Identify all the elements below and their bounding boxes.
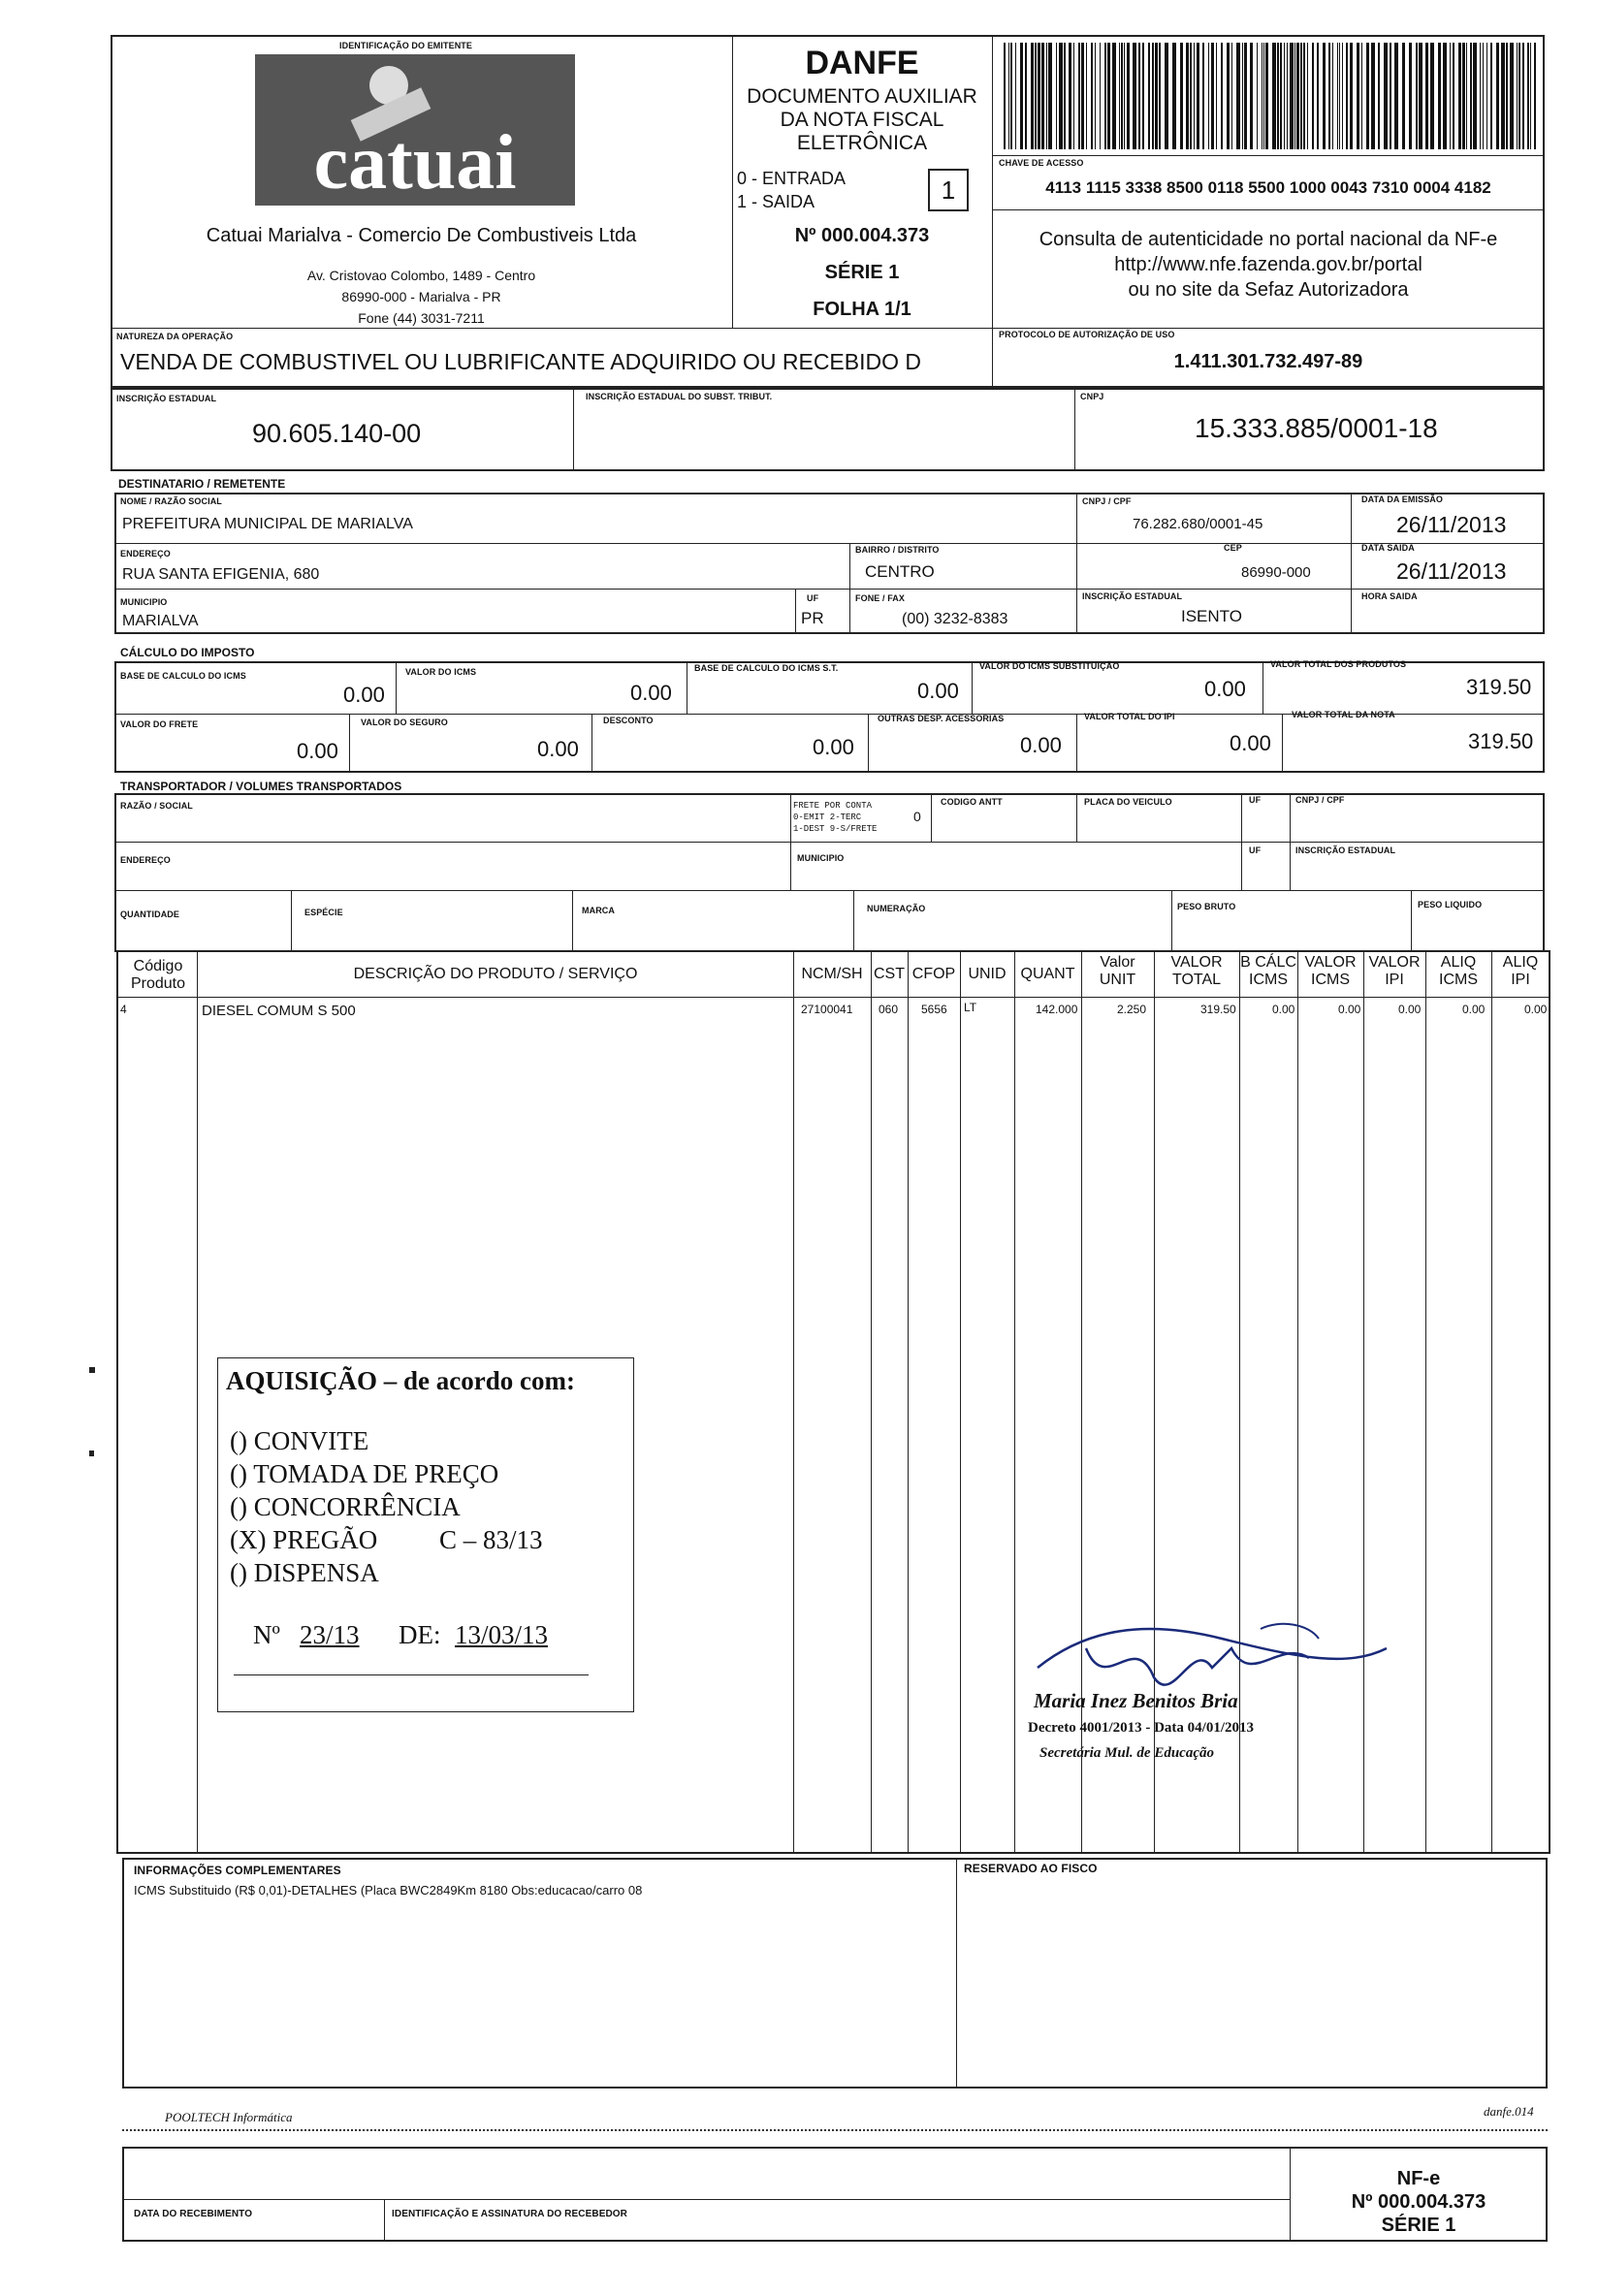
barcode-bar xyxy=(1048,43,1052,149)
row-aipi: 0.00 xyxy=(1524,1003,1548,1016)
desc-label: DESCONTO xyxy=(603,716,654,725)
bairro-label: BAIRRO / DISTRITO xyxy=(855,545,940,555)
barcode-bar xyxy=(1133,43,1136,149)
barcode-bar xyxy=(1470,43,1472,149)
barcode-bar xyxy=(1303,43,1305,149)
bc-st-value: 0.00 xyxy=(917,679,959,703)
canhoto-nfe: NF-e xyxy=(1396,2168,1441,2189)
barcode-bar xyxy=(1323,43,1326,149)
transp-section: TRANSPORTADOR / VOLUMES TRANSPORTADOS xyxy=(120,780,402,793)
barcode-bar xyxy=(1227,43,1230,149)
imposto-section: CÁLCULO DO IMPOSTO xyxy=(120,646,255,659)
th-vipi: VALOR IPI xyxy=(1368,954,1421,988)
seguro-label: VALOR DO SEGURO xyxy=(361,718,448,727)
barcode-bar xyxy=(1473,43,1477,149)
th-cfop: CFOP xyxy=(911,966,956,982)
emissao-value: 26/11/2013 xyxy=(1396,512,1507,537)
danfe-title: DANFE xyxy=(805,45,919,81)
barcode-bar xyxy=(1211,43,1214,149)
v-st-value: 0.00 xyxy=(1204,677,1246,701)
barcode-bar xyxy=(1152,43,1154,149)
th-aicms: ALIQ ICMS xyxy=(1439,954,1478,988)
emitente-address1: Av. Cristovao Colombo, 1489 - Centro xyxy=(306,268,536,283)
ipi-value: 0.00 xyxy=(1230,731,1271,755)
cnpj-label: CNPJ xyxy=(1080,392,1104,401)
row-aicms: 0.00 xyxy=(1462,1003,1486,1016)
barcode-bar xyxy=(1317,43,1319,149)
barcode-bar xyxy=(1064,43,1066,149)
barcode-bar xyxy=(1342,43,1343,149)
barcode-bar xyxy=(1416,43,1418,149)
barcode-bar xyxy=(1263,43,1264,149)
margin-mark xyxy=(89,1367,95,1373)
nota-value: 319.50 xyxy=(1468,729,1534,753)
barcode-bar xyxy=(1409,43,1412,149)
barcode-bar xyxy=(1480,43,1481,149)
barcode-bar xyxy=(1081,43,1084,149)
cep-label: CEP xyxy=(1224,543,1242,553)
company-logo xyxy=(255,54,575,206)
barcode-bar xyxy=(1119,43,1120,149)
barcode-bar xyxy=(1490,43,1492,149)
danfe-sub1: DOCUMENTO AUXILIAR xyxy=(747,85,977,108)
info-text: ICMS Substituido (R$ 0,01)-DETALHES (Placa BWC2849Km 8180 Obs:educacao/carro 08 xyxy=(134,1883,643,1897)
saida-label: 1 - SAIDA xyxy=(737,192,815,211)
ipi-label: VALOR TOTAL DO IPI xyxy=(1084,712,1175,721)
barcode-bar xyxy=(1402,43,1405,149)
marca-label: MARCA xyxy=(582,906,615,915)
barcode-bar xyxy=(1462,43,1465,149)
barcode-bar xyxy=(1186,43,1189,149)
barcode-bar xyxy=(1501,43,1505,149)
barcode-bar xyxy=(1221,43,1223,149)
natureza-label: NATUREZA DA OPERAÇÃO xyxy=(116,332,234,341)
row-cst: 060 xyxy=(879,1003,899,1016)
entrada-label: 0 - ENTRADA xyxy=(737,169,847,188)
stamp-dispensa: () DISPENSA xyxy=(230,1558,379,1587)
barcode-bar xyxy=(1190,43,1192,149)
barcode-bar xyxy=(1250,43,1253,149)
natureza-value: VENDA DE COMBUSTIVEL OU LUBRIFICANTE ADQUIRIDO OU RECEBIDO D xyxy=(120,349,922,374)
stamp-title: AQUISIÇÃO – de acordo com: xyxy=(226,1366,575,1395)
fisco-label: RESERVADO AO FISCO xyxy=(964,1862,1098,1875)
footer-brand: POOLTECH Informática xyxy=(165,2110,293,2124)
row-vunit: 2.250 xyxy=(1117,1003,1147,1016)
barcode-bar xyxy=(1208,43,1209,149)
barcode-bar xyxy=(1328,43,1330,149)
esp-label: ESPÉCIE xyxy=(304,908,343,917)
th-cst: CST xyxy=(874,966,905,982)
barcode-bar xyxy=(1046,43,1047,149)
cep-value: 86990-000 xyxy=(1241,564,1311,581)
emitente-id-label: IDENTIFICAÇÃO DO EMITENTE xyxy=(339,41,472,50)
barcode-bar xyxy=(1121,43,1123,149)
transp-uf-label: UF xyxy=(1249,795,1262,805)
signature-name: Maria Inez Benitos Bria xyxy=(1034,1689,1238,1712)
stamp-pregao: (X) PREGÃO xyxy=(230,1525,378,1554)
danfe-serie: SÉRIE 1 xyxy=(824,262,900,283)
transp-uf2-label: UF xyxy=(1249,845,1262,855)
barcode-bar xyxy=(1486,43,1487,149)
frete-value: 0.00 xyxy=(297,739,338,763)
th-descricao: DESCRIÇÃO DO PRODUTO / SERVIÇO xyxy=(353,966,638,982)
stamp-convite: () CONVITE xyxy=(230,1426,369,1455)
barcode-bar xyxy=(1172,43,1176,149)
barcode-bar xyxy=(1510,43,1514,149)
barcode-bar xyxy=(1056,43,1057,149)
th-codigo: Código Produto xyxy=(130,958,186,992)
barcode-bar xyxy=(1371,43,1375,149)
barcode-bar xyxy=(1112,43,1116,149)
outras-value: 0.00 xyxy=(1020,733,1062,757)
destinatario-section: DESTINATARIO / REMETENTE xyxy=(118,477,286,491)
frete-label: VALOR DO FRETE xyxy=(120,719,199,729)
logo-text: catuai xyxy=(313,120,517,206)
barcode-bar xyxy=(1100,43,1101,149)
stamp-de-label: DE: xyxy=(399,1620,441,1649)
barcode-bar xyxy=(1004,43,1006,149)
saida-label: DATA SAIDA xyxy=(1361,543,1415,553)
barcode-bar xyxy=(1466,43,1467,149)
outras-label: OUTRAS DESP. ACESSORIAS xyxy=(878,714,1005,723)
qtd-label: QUANTIDADE xyxy=(120,909,179,919)
dest-cnpj: 76.282.680/0001-45 xyxy=(1133,516,1263,532)
th-vicms: VALOR ICMS xyxy=(1304,954,1357,988)
frete-conta-1: FRETE POR CONTA xyxy=(793,801,873,811)
barcode-bar xyxy=(1483,43,1484,149)
canhoto-numero: Nº 000.004.373 xyxy=(1351,2191,1486,2213)
saida-value: 26/11/2013 xyxy=(1396,558,1507,584)
frete-conta-3: 1-DEST 9-S/FRETE xyxy=(793,824,878,834)
protocolo-value: 1.411.301.732.497-89 xyxy=(1173,351,1363,372)
uf-value: PR xyxy=(801,609,824,627)
barcode-bar xyxy=(1394,43,1398,149)
seguro-value: 0.00 xyxy=(537,737,579,761)
barcode-bar xyxy=(1155,43,1158,149)
dest-nome-label: NOME / RAZÃO SOCIAL xyxy=(120,496,222,506)
tipo-box: 1 xyxy=(928,169,969,211)
bc-st-label: BASE DE CALCULO DO ICMS S.T. xyxy=(694,663,839,673)
barcode-bar xyxy=(1506,43,1508,149)
barcode xyxy=(1004,43,1537,149)
row-bcicms: 0.00 xyxy=(1272,1003,1295,1016)
emitente-address2: 86990-000 - Marialva - PR xyxy=(341,289,501,304)
barcode-bar xyxy=(1332,43,1333,149)
peso-liquido-label: PESO LIQUIDO xyxy=(1418,900,1483,909)
consulta-line3: ou no site da Sefaz Autorizadora xyxy=(1128,279,1409,301)
barcode-bar xyxy=(1277,43,1279,149)
barcode-bar xyxy=(1231,43,1232,149)
barcode-bar xyxy=(1287,43,1288,149)
bairro-value: CENTRO xyxy=(865,562,935,581)
emissao-label: DATA DA EMISSÃO xyxy=(1361,494,1443,504)
barcode-bar xyxy=(1496,43,1499,149)
barcode-bar xyxy=(1430,43,1434,149)
barcode-bar xyxy=(1242,43,1243,149)
nota-label: VALOR TOTAL DA NOTA xyxy=(1292,710,1395,719)
barcode-bar xyxy=(1296,43,1299,149)
barcode-bar xyxy=(1202,43,1204,149)
barcode-bar xyxy=(1346,43,1348,149)
stamp-num-label: Nº xyxy=(253,1620,280,1649)
protocolo-label: PROTOCOLO DE AUTORIZAÇÃO DE USO xyxy=(999,330,1175,339)
barcode-bar xyxy=(1290,43,1294,149)
transp-end-label: ENDEREÇO xyxy=(120,855,171,865)
barcode-bar xyxy=(1419,43,1422,149)
barcode-bar xyxy=(1008,43,1009,149)
barcode-bar xyxy=(1284,43,1285,149)
barcode-bar xyxy=(1095,43,1096,149)
v-icms-label: VALOR DO ICMS xyxy=(405,667,477,677)
frete-conta-value: 0 xyxy=(913,809,921,824)
barcode-bar xyxy=(1280,43,1282,149)
footer-code: danfe.014 xyxy=(1484,2104,1534,2119)
barcode-bar xyxy=(1300,43,1302,149)
consulta-line2: http://www.nfe.fazenda.gov.br/portal xyxy=(1114,254,1422,275)
barcode-bar xyxy=(1031,43,1034,149)
v-st-label: VALOR DO ICMS SUBSTITUIÇÃO xyxy=(979,661,1120,671)
row-unid: LT xyxy=(964,1001,977,1014)
barcode-bar xyxy=(1312,43,1314,149)
th-ncm: NCM/SH xyxy=(801,966,863,982)
barcode-bar xyxy=(1069,43,1071,149)
chave-label: CHAVE DE ACESSO xyxy=(999,158,1084,168)
barcode-bar xyxy=(1265,43,1268,149)
transp-cnpj-label: CNPJ / CPF xyxy=(1295,795,1345,805)
v-prod-label: VALOR TOTAL DOS PRODUTOS xyxy=(1270,659,1407,669)
razao-label: RAZÃO / SOCIAL xyxy=(120,801,193,811)
barcode-bar xyxy=(1294,43,1295,149)
row-cfop: 5656 xyxy=(921,1003,947,1016)
barcode-bar xyxy=(1041,43,1044,149)
ie-label: INSCRIÇÃO ESTADUAL xyxy=(116,394,217,403)
barcode-bar xyxy=(1384,43,1388,149)
row-ncm: 27100041 xyxy=(801,1003,853,1016)
danfe-sub2: DA NOTA FISCAL xyxy=(780,109,944,131)
barcode-bar xyxy=(1307,43,1308,149)
barcode-bar xyxy=(1527,43,1529,149)
barcode-bar xyxy=(1357,43,1359,149)
stamp-tomada: () TOMADA DE PREÇO xyxy=(230,1459,499,1488)
barcode-bar xyxy=(1361,43,1362,149)
canhoto-data-label: DATA DO RECEBIMENTO xyxy=(134,2209,253,2219)
barcode-bar xyxy=(1272,43,1276,149)
signature-cargo: Secretária Mul. de Educação xyxy=(1039,1745,1214,1761)
barcode-bar xyxy=(1025,43,1027,149)
barcode-bar xyxy=(1104,43,1106,149)
row-vipi: 0.00 xyxy=(1398,1003,1422,1016)
signature-decreto: Decreto 4001/2013 - Data 04/01/2013 xyxy=(1028,1720,1255,1736)
uf-label: UF xyxy=(807,593,819,603)
barcode-bar xyxy=(1138,43,1140,149)
barcode-bar xyxy=(1059,43,1063,149)
dest-cnpj-label: CNPJ / CPF xyxy=(1082,496,1132,506)
barcode-bar xyxy=(1425,43,1428,149)
dest-ie: ISENTO xyxy=(1181,607,1242,625)
dest-ie-label: INSCRIÇÃO ESTADUAL xyxy=(1082,591,1183,601)
barcode-bar xyxy=(1148,43,1150,149)
th-vtotal: VALOR TOTAL xyxy=(1170,954,1223,988)
bc-icms-value: 0.00 xyxy=(343,683,385,707)
barcode-bar xyxy=(1194,43,1195,149)
emitente-name: Catuai Marialva - Comercio De Combustiveis Ltda xyxy=(206,225,637,246)
v-prod-value: 319.50 xyxy=(1466,675,1532,699)
barcode-bar xyxy=(1244,43,1247,149)
barcode-bar xyxy=(1522,43,1524,149)
ie-value: 90.605.140-00 xyxy=(252,419,422,448)
fone-value: (00) 3232-8383 xyxy=(902,611,1008,627)
barcode-bar xyxy=(1366,43,1369,149)
dest-nome: PREFEITURA MUNICIPAL DE MARIALVA xyxy=(122,516,413,532)
barcode-bar xyxy=(1038,43,1040,149)
transp-ie-label: INSCRIÇÃO ESTADUAL xyxy=(1295,845,1396,855)
barcode-bar xyxy=(1091,43,1093,149)
consulta-line1: Consulta de autenticidade no portal nacional da NF-e xyxy=(1039,229,1498,250)
fone-label: FONE / FAX xyxy=(855,593,906,603)
barcode-bar xyxy=(1159,43,1161,149)
barcode-bar xyxy=(1165,43,1168,149)
barcode-bar xyxy=(1339,43,1340,149)
barcode-bar xyxy=(1534,43,1536,149)
barcode-bar xyxy=(1086,43,1087,149)
barcode-bar xyxy=(1216,43,1217,149)
barcode-bar xyxy=(1453,43,1454,149)
barcode-bar xyxy=(1530,43,1531,149)
barcode-bar xyxy=(1443,43,1447,149)
barcode-bar xyxy=(1438,43,1441,149)
stamp-de: 13/03/13 xyxy=(455,1620,549,1649)
barcode-bar xyxy=(1073,43,1074,149)
danfe-numero: Nº 000.004.373 xyxy=(794,225,930,246)
th-quant: QUANT xyxy=(1020,966,1075,982)
barcode-bar xyxy=(1257,43,1258,149)
barcode-bar xyxy=(1197,43,1199,149)
barcode-bar xyxy=(1035,43,1037,149)
barcode-bar xyxy=(1180,43,1183,149)
row-quant: 142.000 xyxy=(1036,1003,1078,1016)
barcode-bar xyxy=(1350,43,1353,149)
frete-conta-2: 0-EMIT 2-TERC xyxy=(793,813,862,822)
barcode-bar xyxy=(1390,43,1391,149)
placa-label: PLACA DO VEICULO xyxy=(1084,797,1172,807)
canhoto-ident-label: IDENTIFICAÇÃO E ASSINATURA DO RECEBEDOR xyxy=(392,2209,627,2219)
barcode-bar xyxy=(1010,43,1012,149)
hora-label: HORA SAIDA xyxy=(1361,591,1418,601)
mun-label: MUNICIPIO xyxy=(120,597,168,607)
info-label: INFORMAÇÕES COMPLEMENTARES xyxy=(134,1864,341,1877)
peso-bruto-label: PESO BRUTO xyxy=(1177,902,1236,911)
barcode-bar xyxy=(1107,43,1110,149)
stamp-num: 23/13 xyxy=(300,1620,360,1649)
barcode-bar xyxy=(1517,43,1518,149)
barcode-bar xyxy=(1518,43,1520,149)
danfe-sub3: ELETRÔNICA xyxy=(796,132,928,154)
chave-value: 4113 1115 3338 8500 0118 5500 1000 0043 7310 0004 4182 xyxy=(1045,178,1491,197)
barcode-bar xyxy=(1078,43,1080,149)
aquisicao-stamp xyxy=(217,1357,634,1712)
th-aipi: ALIQ IPI xyxy=(1502,954,1539,988)
emitente-phone: Fone (44) 3031-7211 xyxy=(358,310,485,326)
th-bcicms: B CÁLC ICMS xyxy=(1240,954,1296,988)
barcode-bar xyxy=(1458,43,1461,149)
cnpj-value: 15.333.885/0001-18 xyxy=(1195,413,1438,443)
dest-end-label: ENDEREÇO xyxy=(120,549,171,558)
row-vtotal: 319.50 xyxy=(1200,1003,1236,1016)
th-unid: UNID xyxy=(968,966,1007,982)
danfe-folha: FOLHA 1/1 xyxy=(813,299,911,320)
barcode-bar xyxy=(1142,43,1144,149)
desc-value: 0.00 xyxy=(813,735,854,759)
barcode-bar xyxy=(1337,43,1338,149)
transp-mun-label: MUNICIPIO xyxy=(797,853,845,863)
antt-label: CODIGO ANTT xyxy=(941,797,1003,807)
mun-value: MARIALVA xyxy=(122,613,199,629)
row-vicms: 0.00 xyxy=(1338,1003,1361,1016)
dest-endereco: RUA SANTA EFIGENIA, 680 xyxy=(122,566,320,583)
barcode-bar xyxy=(1020,43,1023,149)
row-descricao: DIESEL COMUM S 500 xyxy=(202,1003,356,1019)
barcode-bar xyxy=(1378,43,1380,149)
v-icms-value: 0.00 xyxy=(630,681,672,705)
barcode-bar xyxy=(1450,43,1451,149)
destinatario-block xyxy=(114,493,1545,634)
th-vunit: Valor UNIT xyxy=(1099,954,1136,988)
barcode-bar xyxy=(1015,43,1016,149)
stamp-concorrencia: () CONCORRÊNCIA xyxy=(230,1492,461,1521)
margin-mark xyxy=(89,1451,94,1456)
barcode-bar xyxy=(1236,43,1240,149)
canhoto-serie: SÉRIE 1 xyxy=(1381,2215,1456,2236)
row-codigo: 4 xyxy=(120,1003,127,1016)
iest-label: INSCRIÇÃO ESTADUAL DO SUBST. TRIBUT. xyxy=(586,392,773,401)
stamp-pregao-number: C – 83/13 xyxy=(439,1525,543,1554)
bc-icms-label: BASE DE CALCULO DO ICMS xyxy=(120,671,246,681)
barcode-bar xyxy=(1127,43,1130,149)
barcode-bar xyxy=(1124,43,1125,149)
num-label: NUMERAÇÃO xyxy=(867,904,926,913)
